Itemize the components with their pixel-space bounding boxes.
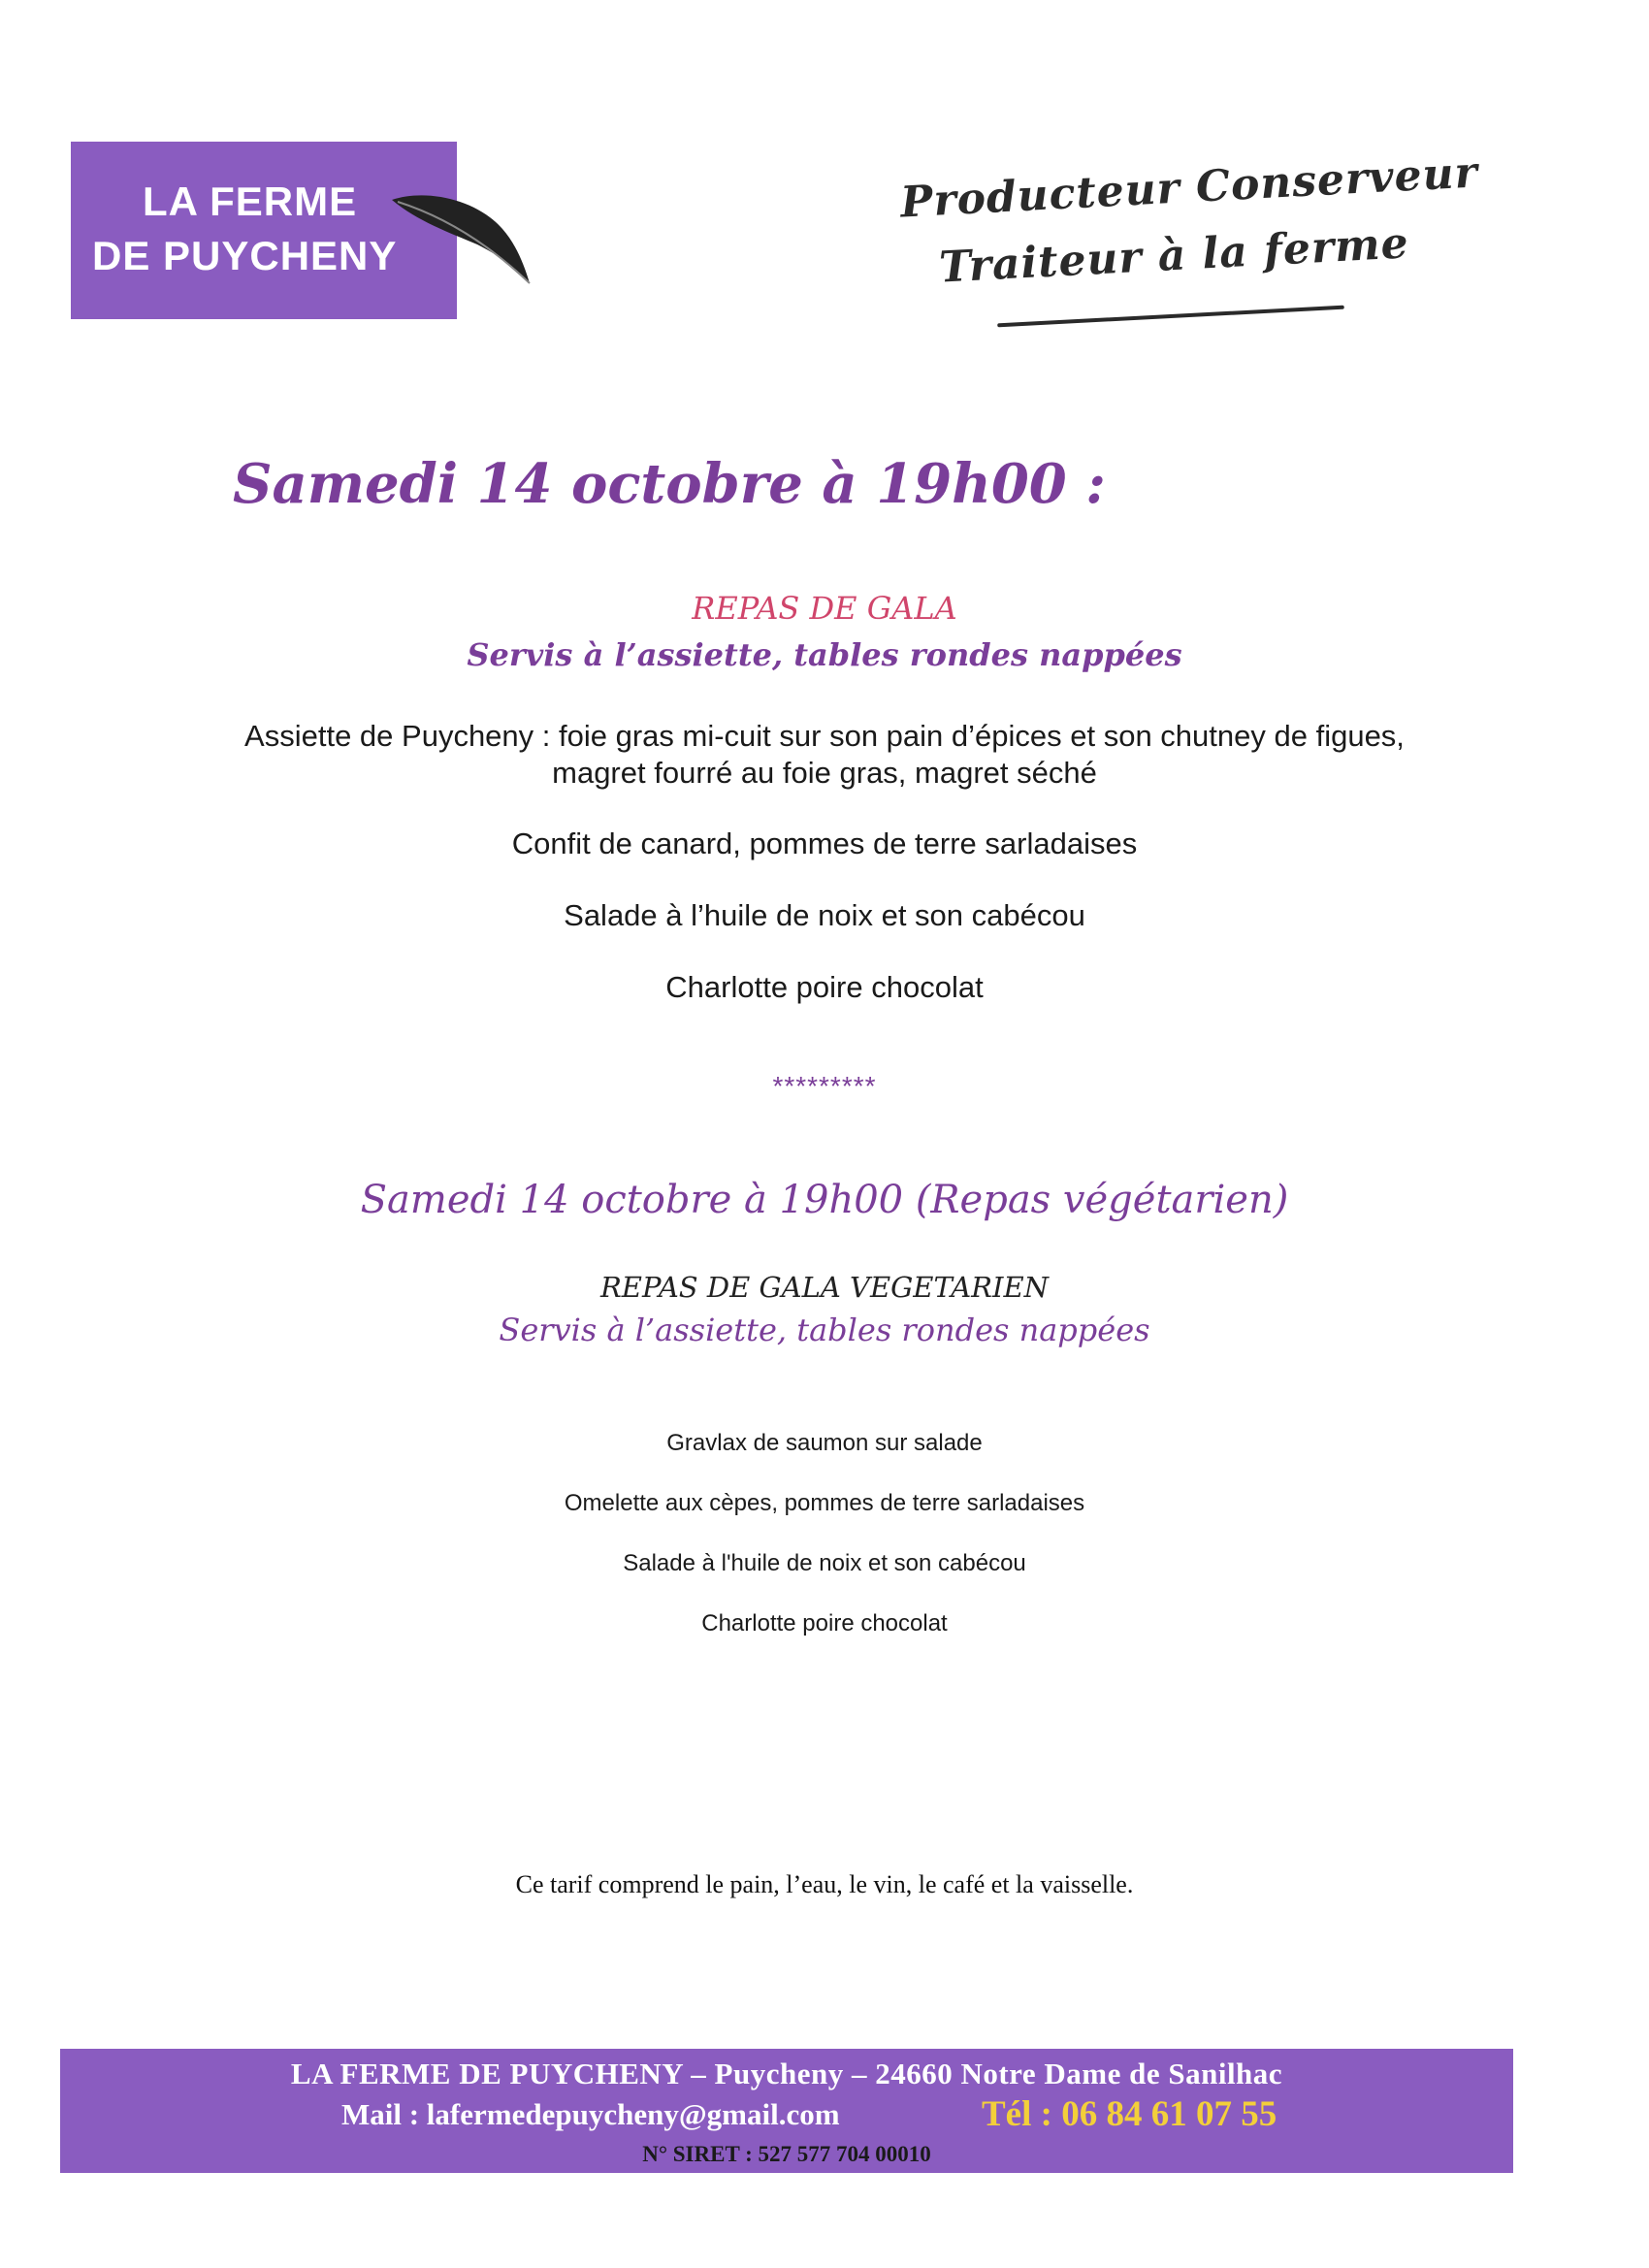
gala-menu-item: Salade à l’huile de noix et son cabécou <box>564 898 1085 932</box>
footer-phone: Tél : 06 84 61 07 55 <box>982 2094 1277 2134</box>
logo-line-2: DE PUYCHENY <box>92 233 398 278</box>
feather-icon <box>388 182 535 287</box>
separator: ********* <box>772 1071 877 1101</box>
vegetarian-menu-item: Gravlax de saumon sur salade <box>666 1430 983 1456</box>
gala-title: REPAS DE GALA <box>692 590 957 627</box>
gala-menu-item <box>0 718 1649 792</box>
vegetarian-title: REPAS DE GALA VEGETARIEN <box>599 1271 1050 1304</box>
tagline-underline <box>997 306 1344 328</box>
vegetarian-subtitle: Servis à l’assiette, tables rondes nappées <box>499 1312 1150 1348</box>
gala-subtitle: Servis à l’assiette, tables rondes nappées <box>467 636 1182 673</box>
price-note: Ce tarif comprend le pain, l’eau, le vin, le café et la vaisselle. <box>515 1870 1134 1898</box>
footer-banner <box>60 2049 1513 2173</box>
tagline-line-2: Traiteur à la ferme <box>937 218 1410 293</box>
footer-siret: N° SIRET : 527 577 704 00010 <box>642 2142 931 2166</box>
gala-menu-line: Assiette de Puycheny : foie gras mi-cuit sur son pain d’épices et son chutney de figues, <box>244 719 1405 753</box>
footer-address: LA FERME DE PUYCHENY – Puycheny – 24660 Notre Dame de Sanilhac <box>290 2057 1283 2090</box>
logo-line-1: LA FERME <box>143 178 358 224</box>
gala-heading: Samedi 14 octobre à 19h00 : <box>233 452 1106 516</box>
footer-mail: Mail : lafermedepuycheny@gmail.com <box>341 2097 840 2131</box>
vegetarian-menu-item: Omelette aux cèpes, pommes de terre sarladaises <box>564 1490 1085 1516</box>
vegetarian-menu-item: Salade à l'huile de noix et son cabécou <box>623 1550 1026 1576</box>
tagline-line-1: Producteur Conserveur <box>899 147 1479 228</box>
gala-menu-item: Confit de canard, pommes de terre sarladaises <box>511 826 1138 860</box>
vegetarian-menu-item: Charlotte poire chocolat <box>701 1610 948 1636</box>
gala-menu-item: Charlotte poire chocolat <box>665 970 984 1004</box>
vegetarian-heading: Samedi 14 octobre à 19h00 (Repas végétarien) <box>360 1178 1289 1222</box>
gala-menu-line: magret fourré au foie gras, magret séché <box>552 756 1097 790</box>
